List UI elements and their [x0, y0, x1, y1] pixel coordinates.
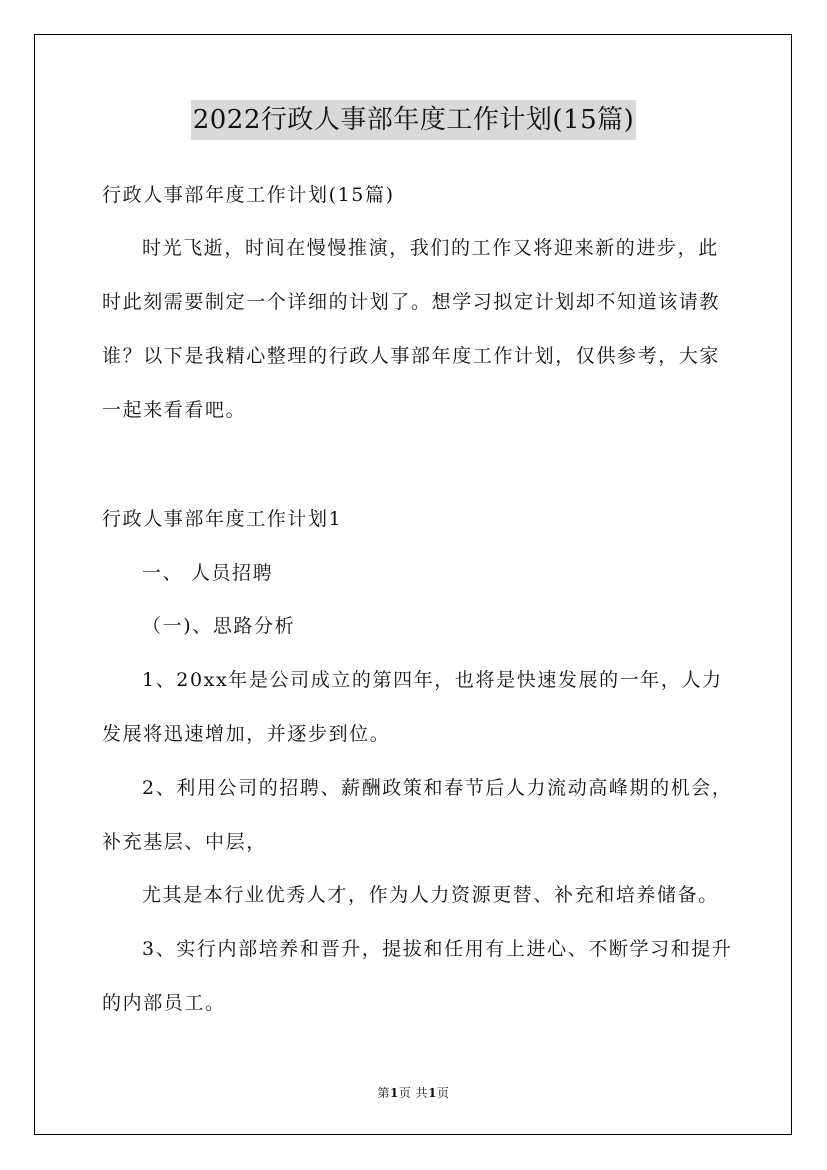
item2-line-3: 尤其是本行业优秀人才，作为人力资源更替、补充和培养储备。: [142, 884, 719, 906]
intro-line-3: 谁？以下是我精心整理的行政人事部年度工作计划，仅供参考，大家: [102, 345, 721, 367]
intro-line-2: 时此刻需要制定一个详细的计划了。想学习拟定计划却不知道该请教: [102, 291, 721, 313]
item3-line-1: 3、实行内部培养和晋升，提拔和任用有上进心、不断学习和提升: [142, 938, 733, 960]
item2-line-1: 2、利用公司的招聘、薪酬政策和春节后人力流动高峰期的机会，: [142, 777, 733, 799]
footer-page-mid: 页 共: [398, 1086, 429, 1100]
footer-page-prefix: 第: [377, 1086, 390, 1100]
sub-heading: （一)、思路分析: [142, 615, 296, 637]
item2-line-2: 补充基层、中层，: [102, 831, 267, 853]
intro-line-4: 一起来看看吧。: [102, 399, 247, 421]
item3-line-2: 的内部员工。: [102, 992, 226, 1014]
footer-page-current: 1: [389, 1086, 399, 1100]
intro-line-1: 时光飞逝，时间在慢慢推演，我们的工作又将迎来新的进步，此: [142, 237, 719, 259]
title-container: [0, 100, 827, 140]
footer-page-total: 1: [428, 1086, 438, 1100]
document-title: 2022行政人事部年度工作计划(15篇): [191, 100, 637, 140]
item1-line-2: 发展将迅速增加，并逐步到位。: [102, 723, 391, 745]
item1-line-1: 1、20xx年是公司成立的第四年，也将是快速发展的一年，人力: [142, 669, 723, 691]
part-heading: 一、 人员招聘: [142, 562, 274, 584]
document-subtitle: 行政人事部年度工作计划(15篇): [102, 184, 395, 206]
footer-page-suffix: 页: [437, 1086, 450, 1100]
section-heading: 行政人事部年度工作计划1: [102, 508, 343, 530]
page-footer: [0, 1084, 827, 1101]
